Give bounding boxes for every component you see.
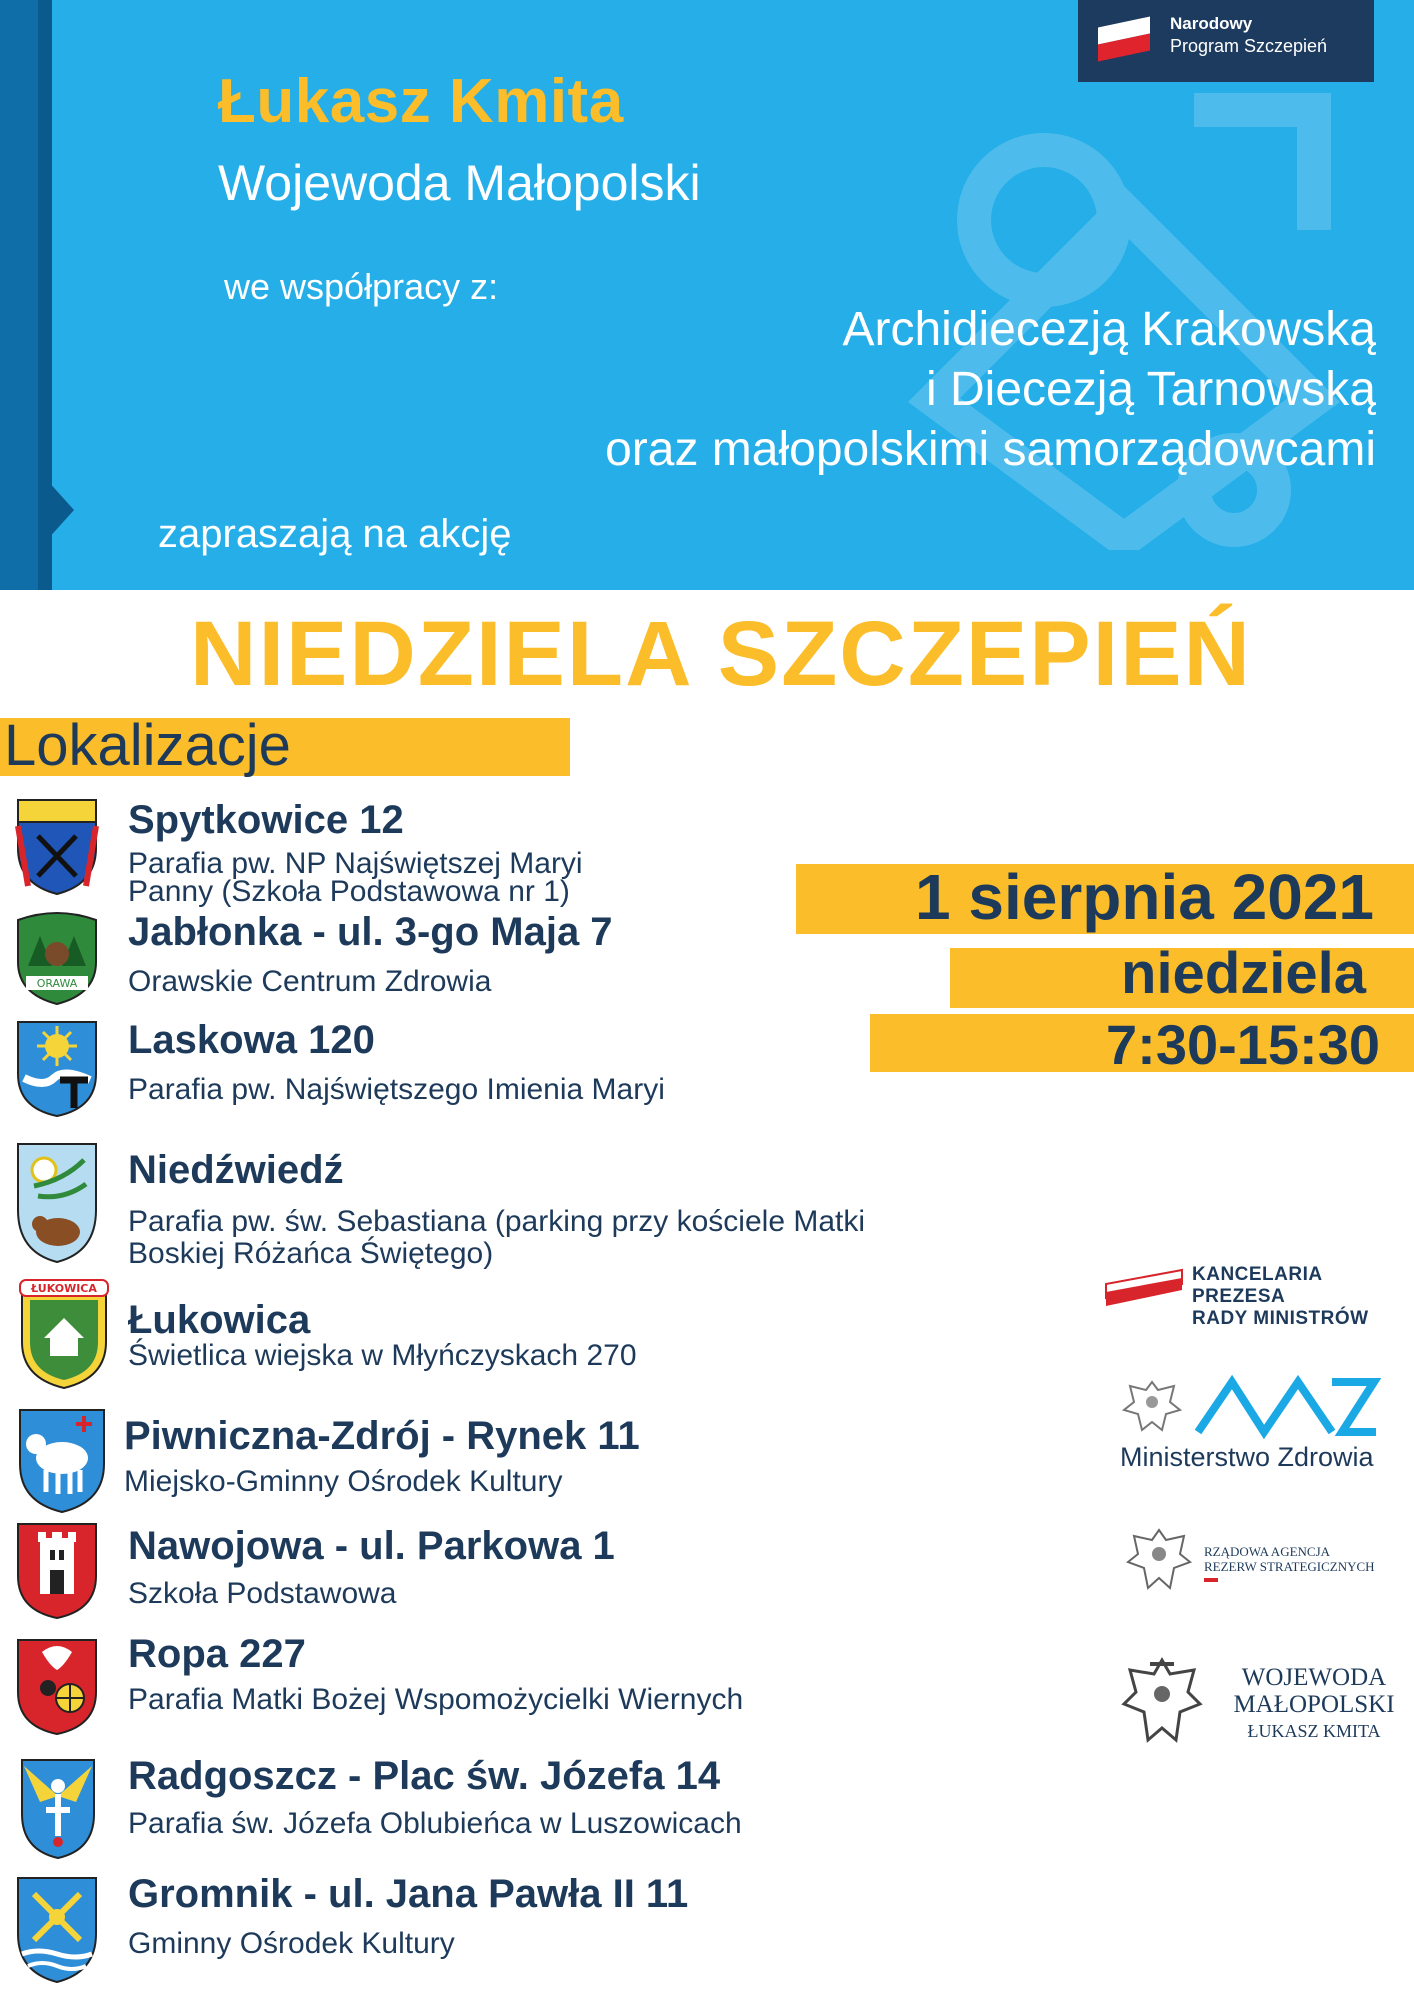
location-title: Spytkowice 12 [128, 798, 404, 842]
location-title: Piwniczna-Zdrój - Rynek 11 [124, 1414, 640, 1458]
location-desc: Parafia pw. św. Sebastiana (parking przy kościele Matki [128, 1205, 866, 1238]
jablonka-crest-icon [14, 906, 100, 1006]
piwniczna-crest-icon [14, 1404, 110, 1514]
lukowica-crest-icon [14, 1278, 114, 1390]
ropa-crest-icon [14, 1636, 100, 1736]
governor-role: Wojewoda Małopolski [218, 155, 701, 211]
gromnik-crest-icon [14, 1874, 100, 1984]
program-badge-line1: Narodowy [1170, 14, 1253, 33]
mz-logo-text: Ministerstwo Zdrowia [1120, 1442, 1374, 1472]
eagle-emblem-icon [1120, 1376, 1184, 1436]
partner-line: i Diecezją Tarnowską [926, 363, 1376, 416]
laskowa-crest-icon [14, 1018, 100, 1118]
radgoszcz-crest-icon [18, 1756, 98, 1860]
location-desc: Świetlica wiejska w Młyńczyskach 270 [128, 1339, 637, 1372]
rars-logo-text [1204, 1544, 1375, 1582]
location-desc: Parafia Matki Bożej Wspomożycielki Wiernych [128, 1683, 744, 1716]
governor-name: Łukasz Kmita [218, 67, 624, 136]
nawojowa-crest-icon [14, 1520, 100, 1620]
partners-list [476, 300, 1376, 480]
partner-line: oraz małopolskimi samorządowcami [605, 423, 1376, 476]
location-desc: Parafia pw. NP Najświętszej Maryi [128, 847, 583, 880]
kprm-flag-icon [1104, 1264, 1184, 1308]
wojewoda-line3: ŁUKASZ KMITA [1247, 1721, 1381, 1741]
svg-text:ŁUKOWICA: ŁUKOWICA [31, 1282, 97, 1295]
svg-text:ORAWA: ORAWA [36, 977, 78, 990]
rars-eagle-icon [1124, 1524, 1194, 1596]
program-badge [1078, 0, 1374, 82]
location-desc: Miejsko-Gminny Ośrodek Kultury [124, 1465, 563, 1498]
event-date: 1 sierpnia 2021 [915, 861, 1374, 933]
mz-logo-icon [1192, 1372, 1382, 1440]
location-desc: Panny (Szkoła Podstawowa nr 1) [128, 875, 570, 908]
cooperation-label: we współpracy z: [224, 266, 499, 307]
kprm-logo-text [1192, 1264, 1414, 1330]
location-title: Radgoszcz - Plac św. Józefa 14 [128, 1754, 721, 1798]
kprm-line2: RADY MINISTRÓW [1192, 1308, 1369, 1329]
stripe-arrow-icon [38, 470, 74, 550]
polish-flag-icon [1098, 22, 1150, 56]
event-title: NIEDZIELA SZCZEPIEŃ [190, 603, 1252, 705]
wojewoda-eagle-icon [1120, 1656, 1204, 1748]
niedzwiedz-crest-icon [14, 1140, 100, 1264]
kprm-line1: KANCELARIA PREZESA [1192, 1264, 1322, 1307]
locations-heading: Lokalizacje [4, 713, 291, 778]
location-desc: Szkoła Podstawowa [128, 1577, 397, 1610]
spytkowice-crest-icon [14, 796, 100, 896]
wojewoda-line1: WOJEWODA [1241, 1664, 1387, 1691]
event-hours: 7:30-15:30 [1106, 1013, 1380, 1076]
header-banner [0, 0, 1414, 590]
location-title: Niedźwiedź [128, 1148, 344, 1192]
wojewoda-line2: MAŁOPOLSKI [1233, 1691, 1395, 1718]
location-title: Łukowica [128, 1298, 311, 1342]
location-desc: Parafia pw. Najświętszego Imienia Maryi [128, 1073, 665, 1106]
rars-flag-icon [1204, 1578, 1218, 1582]
location-title: Nawojowa - ul. Parkowa 1 [128, 1524, 615, 1568]
location-title: Ropa 227 [128, 1632, 306, 1676]
location-title: Jabłonka - ul. 3-go Maja 7 [128, 910, 613, 954]
program-badge-line2: Program Szczepień [1170, 36, 1328, 56]
location-desc: Orawskie Centrum Zdrowia [128, 965, 492, 998]
rars-line2: REZERW STRATEGICZNYCH [1204, 1559, 1375, 1574]
location-title: Laskowa 120 [128, 1018, 375, 1062]
rars-line1: RZĄDOWA AGENCJA [1204, 1544, 1331, 1559]
location-desc: Gminny Ośrodek Kultury [128, 1927, 455, 1960]
invitation-text: zapraszają na akcję [158, 512, 512, 556]
wojewoda-logo-text [1214, 1664, 1414, 1745]
location-desc: Parafia św. Józefa Oblubieńca w Luszowicach [128, 1807, 742, 1840]
location-desc: Boskiej Różańca Świętego) [128, 1237, 494, 1270]
event-weekday: niedziela [1121, 941, 1366, 1006]
partner-line: Archidiecezją Krakowską [842, 303, 1376, 356]
location-title: Gromnik - ul. Jana Pawła II 11 [128, 1872, 689, 1916]
header-side-stripe [0, 0, 38, 590]
